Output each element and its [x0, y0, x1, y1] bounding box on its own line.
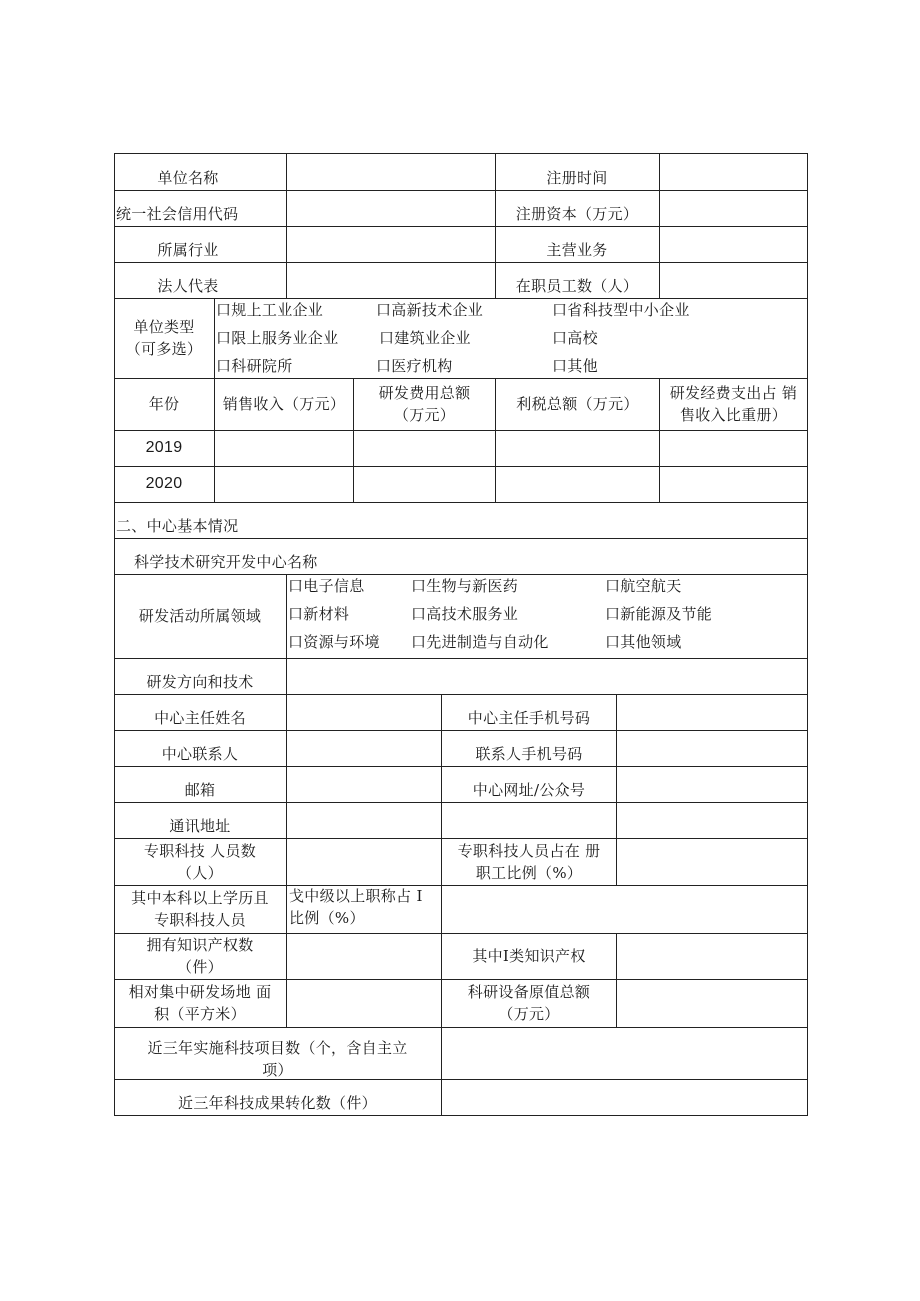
rd-cost-header: [354, 378, 495, 430]
reg-capital-label: 注册资本（万元）: [515, 205, 639, 223]
staff-ratio-field[interactable]: [617, 839, 806, 884]
staff-ratio-label-line1: 专职科技人员占在 册: [457, 841, 601, 860]
field-option[interactable]: 口资源与环境: [288, 633, 380, 651]
projects-label-line1: 近三年实施科技项目数（个，含自主立: [147, 1039, 408, 1057]
reg-time-field[interactable]: [660, 154, 806, 189]
rd-ratio-header-line1: 研发经费支出占 销: [669, 384, 798, 402]
rd-ratio-header: [660, 378, 807, 430]
area-label-line2: 积（平方米）: [154, 1005, 246, 1023]
transfer-field[interactable]: [442, 1080, 806, 1114]
degree-ratio-label-line2: 比例（%）: [289, 909, 365, 927]
unit-type-option[interactable]: 口高校: [552, 329, 598, 347]
transfer-label: 近三年科技成果转化数（件）: [178, 1094, 377, 1112]
degree-label: [114, 885, 286, 933]
equipment-label-line2: （万元）: [498, 1005, 560, 1023]
field-option[interactable]: 口电子信息: [288, 577, 365, 595]
unit-type-option[interactable]: 口高新技术企业: [376, 301, 484, 319]
ip-class1-field[interactable]: [617, 934, 806, 978]
main-business-field[interactable]: [660, 227, 806, 261]
sales-2020-field[interactable]: [215, 467, 352, 501]
unit-type-option[interactable]: 口建筑业企业: [379, 329, 471, 347]
contact-label: 中心联系人: [161, 745, 239, 763]
staff-label: [114, 838, 286, 885]
unit-type-option[interactable]: 口限上服务业企业: [216, 329, 339, 347]
ratio-2019-field[interactable]: [660, 431, 806, 465]
website-field[interactable]: [617, 767, 806, 801]
area-field[interactable]: [287, 980, 440, 1026]
director-field[interactable]: [287, 695, 440, 729]
rd-cost-header-line2: （万元）: [393, 406, 456, 424]
degree-ratio-label: [287, 885, 443, 933]
reg-time-label: 注册时间: [546, 169, 608, 187]
credit-code-field[interactable]: [287, 191, 494, 225]
staff-ratio-label-line2: 职工比例（%）: [475, 863, 583, 882]
unit-type-label-line1: 单位类型: [133, 318, 195, 336]
field-option[interactable]: 口航空航天: [605, 577, 682, 595]
equipment-label: [442, 979, 616, 1027]
staff-count-label: 在职员工数（人）: [515, 277, 639, 295]
director-phone-field[interactable]: [617, 695, 806, 729]
email-label: 邮箱: [184, 781, 216, 799]
application-form: [114, 153, 808, 1116]
staff-count-field[interactable]: [660, 263, 806, 297]
industry-label: 所属行业: [157, 241, 219, 259]
tax-2020-field[interactable]: [496, 467, 658, 501]
ip-label: [114, 933, 286, 979]
address-field[interactable]: [287, 803, 806, 837]
staff-ratio-label: [442, 838, 616, 885]
staff-field[interactable]: [287, 839, 440, 884]
legal-rep-label: 法人代表: [157, 277, 219, 295]
unit-type-label: [114, 298, 214, 378]
area-label-line1: 相对集中研发场地 面: [128, 983, 272, 1001]
unit-type-option[interactable]: 口规上工业企业: [216, 301, 324, 319]
field-option[interactable]: 口先进制造与自动化: [411, 633, 549, 651]
equipment-field[interactable]: [617, 980, 806, 1026]
field-label: 研发活动所属领域: [138, 607, 262, 625]
ip-class1-label: 其中I类知识产权: [472, 947, 586, 965]
industry-field[interactable]: [287, 227, 494, 261]
ratio-2020-field[interactable]: [660, 467, 806, 501]
center-name-label: 科学技术研究开发中心名称: [134, 553, 318, 571]
staff-label-line2: （人）: [177, 863, 223, 882]
degree-label-line2: 专职科技人员: [154, 911, 246, 929]
area-label: [114, 979, 286, 1027]
degree-label-line1: 其中本科以上学历且: [131, 889, 269, 907]
direction-field[interactable]: [287, 659, 806, 693]
email-field[interactable]: [287, 767, 440, 801]
year-2019: 2019: [145, 439, 183, 456]
contact-field[interactable]: [287, 731, 440, 765]
rd-cost-2020-field[interactable]: [354, 467, 494, 501]
field-option[interactable]: 口生物与新医药: [411, 577, 519, 595]
unit-name-label: 单位名称: [157, 169, 219, 187]
contact-phone-field[interactable]: [617, 731, 806, 765]
field-option[interactable]: 口新能源及节能: [605, 605, 713, 623]
unit-type-option[interactable]: 口医疗机构: [376, 357, 453, 375]
credit-code-label: 统一社会信用代码: [116, 205, 239, 223]
tax-header: 利税总额（万元）: [516, 395, 639, 413]
ip-label-line1: 拥有知识产权数: [146, 936, 254, 954]
degree-ratio-field[interactable]: [442, 886, 806, 932]
rd-cost-header-line1: 研发费用总额: [378, 384, 471, 402]
staff-label-line1: 专职科技 人员数: [143, 841, 257, 860]
field-option[interactable]: 口高技术服务业: [411, 605, 519, 623]
sales-2019-field[interactable]: [215, 431, 352, 465]
unit-type-label-line2: （可多选）: [125, 340, 203, 358]
unit-type-option[interactable]: 口科研院所: [216, 357, 293, 375]
projects-label: [114, 1027, 441, 1079]
ip-field[interactable]: [287, 934, 440, 978]
rd-cost-2019-field[interactable]: [354, 431, 494, 465]
field-option[interactable]: 口新材料: [288, 605, 350, 623]
section-heading: 二、中心基本情况: [116, 517, 239, 535]
sales-header: 销售收入（万元）: [222, 395, 346, 413]
ip-label-line2: （件）: [177, 958, 223, 976]
year-2020: 2020: [145, 475, 183, 492]
address-label: 通讯地址: [169, 817, 231, 835]
projects-field[interactable]: [442, 1028, 806, 1078]
rd-ratio-header-line2: 售收入比重册）: [679, 406, 788, 424]
year-header: 年份: [148, 395, 180, 413]
unit-name-field[interactable]: [287, 154, 494, 189]
main-business-label: 主营业务: [546, 241, 608, 259]
unit-type-option[interactable]: 口省科技型中小企业: [552, 301, 690, 319]
legal-rep-field[interactable]: [287, 263, 494, 297]
contact-phone-label: 联系人手机号码: [475, 745, 583, 763]
director-phone-label: 中心主任手机号码: [467, 709, 591, 727]
projects-label-line2: 项）: [262, 1061, 293, 1079]
direction-label: 研发方向和技术: [146, 673, 254, 691]
website-label: 中心网址/公众号: [472, 781, 586, 799]
reg-capital-field[interactable]: [660, 191, 806, 225]
field-option[interactable]: 口其他领域: [605, 633, 682, 651]
unit-type-option[interactable]: 口其他: [552, 357, 598, 375]
tax-2019-field[interactable]: [496, 431, 658, 465]
degree-ratio-label-line1: 戈中级以上职称占 I: [289, 887, 423, 905]
director-label: 中心主任姓名: [154, 709, 246, 727]
equipment-label-line1: 科研设备原值总额: [467, 983, 591, 1001]
